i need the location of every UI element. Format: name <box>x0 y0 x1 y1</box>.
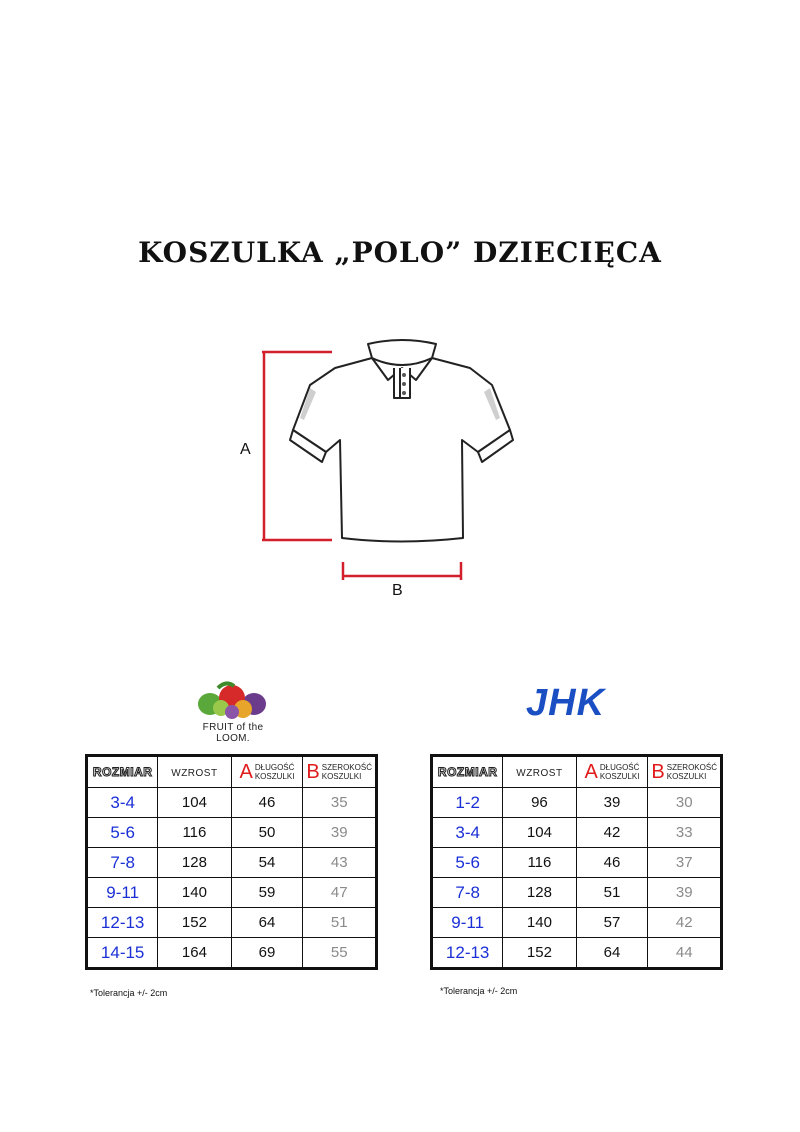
table-row <box>87 938 377 969</box>
cell-width: 44 <box>648 938 722 969</box>
cell-width: 42 <box>648 908 722 938</box>
header-size: ROZMIAR <box>432 756 503 788</box>
header-height: WZROST <box>503 756 576 788</box>
header-width: B SZEROKOŚĆ KOSZULKI <box>303 756 377 788</box>
cell-length: 46 <box>231 788 303 818</box>
cell-length: 39 <box>576 788 648 818</box>
cell-length: 50 <box>231 818 303 848</box>
cell-height: 104 <box>158 788 231 818</box>
cell-width: 39 <box>303 818 377 848</box>
cell-length: 46 <box>576 848 648 878</box>
fruit-brand-text: FRUIT of the LOOM. <box>202 722 264 744</box>
cell-size: 9-11 <box>87 878 158 908</box>
cell-height: 104 <box>503 818 576 848</box>
cell-height: 116 <box>503 848 576 878</box>
cell-height: 140 <box>503 908 576 938</box>
cell-size: 3-4 <box>87 788 158 818</box>
cell-width: 55 <box>303 938 377 969</box>
header-height: WZROST <box>158 756 231 788</box>
cell-length: 51 <box>576 878 648 908</box>
cell-width: 33 <box>648 818 722 848</box>
table-row <box>87 818 377 848</box>
placket-buttons <box>402 373 406 395</box>
fruit-of-the-loom-logo <box>188 678 278 744</box>
cell-length: 64 <box>576 938 648 969</box>
table-row <box>432 788 722 818</box>
dimension-a-label: A <box>240 441 251 458</box>
cell-length: 64 <box>231 908 303 938</box>
table-row <box>432 938 722 969</box>
cell-size: 9-11 <box>432 908 503 938</box>
table-row <box>87 878 377 908</box>
tolerance-note: *Tolerancja +/- 2cm <box>440 986 518 996</box>
table-row <box>432 848 722 878</box>
polo-shirt-illustration <box>290 340 513 542</box>
cell-size: 12-13 <box>87 908 158 938</box>
cell-size: 12-13 <box>432 938 503 969</box>
table-row <box>87 788 377 818</box>
cell-height: 128 <box>158 848 231 878</box>
cell-height: 116 <box>158 818 231 848</box>
table-row <box>87 848 377 878</box>
table-row <box>87 908 377 938</box>
cell-length: 42 <box>576 818 648 848</box>
cell-width: 47 <box>303 878 377 908</box>
header-size: ROZMIAR <box>87 756 158 788</box>
table-header-row <box>432 756 722 788</box>
table-row <box>432 908 722 938</box>
cell-width: 51 <box>303 908 377 938</box>
page-title: KOSZULKA „POLO” DZIECIĘCA <box>138 236 662 269</box>
cell-height: 152 <box>503 938 576 969</box>
table-row <box>432 878 722 908</box>
cell-size: 7-8 <box>432 878 503 908</box>
cell-height: 96 <box>503 788 576 818</box>
size-table-jhk <box>430 754 723 970</box>
cell-size: 5-6 <box>432 848 503 878</box>
cell-width: 43 <box>303 848 377 878</box>
jhk-logo: JHK <box>526 682 606 724</box>
table-header-row <box>87 756 377 788</box>
cell-width: 35 <box>303 788 377 818</box>
cell-height: 152 <box>158 908 231 938</box>
cell-height: 164 <box>158 938 231 969</box>
tolerance-note: *Tolerancja +/- 2cm <box>90 988 168 998</box>
cell-height: 140 <box>158 878 231 908</box>
table-row <box>432 818 722 848</box>
fruit-icon <box>188 678 278 722</box>
cell-length: 69 <box>231 938 303 969</box>
cell-size: 7-8 <box>87 848 158 878</box>
cell-length: 59 <box>231 878 303 908</box>
header-length: A DŁUGOŚĆ KOSZULKI <box>576 756 648 788</box>
cell-size: 1-2 <box>432 788 503 818</box>
size-table-fruit <box>85 754 378 970</box>
dimension-b-label: B <box>392 582 403 599</box>
cell-height: 128 <box>503 878 576 908</box>
header-length: A DŁUGOŚĆ KOSZULKI <box>231 756 303 788</box>
cell-length: 57 <box>576 908 648 938</box>
cell-size: 5-6 <box>87 818 158 848</box>
cell-width: 37 <box>648 848 722 878</box>
cell-width: 39 <box>648 878 722 908</box>
cell-width: 30 <box>648 788 722 818</box>
cell-size: 14-15 <box>87 938 158 969</box>
cell-size: 3-4 <box>432 818 503 848</box>
dimension-b-line <box>343 562 461 580</box>
cell-length: 54 <box>231 848 303 878</box>
header-width: B SZEROKOŚĆ KOSZULKI <box>648 756 722 788</box>
